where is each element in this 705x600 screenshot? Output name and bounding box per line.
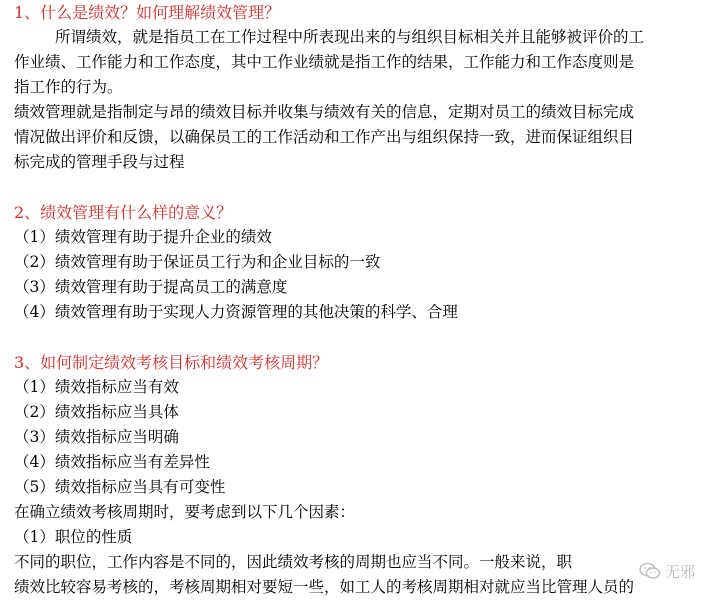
- paragraph-line: 绩效比较容易考核的，考核周期相对要短一些，如工人的考核周期相对就应当比管理人员的: [14, 578, 635, 596]
- paragraph-line: 指工作的行为。: [14, 78, 123, 96]
- paragraph-line: 标完成的管理手段与过程: [14, 153, 185, 171]
- paragraph-line: 不同的职位，工作内容是不同的，因此绩效考核的周期也应当不同。一般来说，职: [14, 553, 573, 571]
- list-item: （2）绩效指标应当具体: [14, 403, 179, 421]
- paragraph-line: 所谓绩效，就是指员工在工作过程中所表现出来的与组织目标相关并且能够被评价的工: [55, 28, 645, 46]
- section-1-heading: 1、什么是绩效？如何理解绩效管理？: [14, 3, 281, 22]
- spacer: [14, 175, 694, 200]
- list-item: （3）绩效管理有助于提高员工的满意度: [14, 278, 288, 296]
- paragraph-line: 情况做出评价和反馈，以确保员工的工作活动和工作产出与组织保持一致，进而保证组织目: [14, 128, 635, 146]
- list-item: （4）绩效管理有助于实现人力资源管理的其他决策的科学、合理: [14, 303, 458, 321]
- factor-item: （1）职位的性质: [14, 528, 133, 546]
- list-item: （5）绩效指标应当具有可变性: [14, 478, 226, 496]
- wechat-logo-icon: [639, 562, 661, 580]
- list-item: （1）绩效指标应当有效: [14, 378, 179, 396]
- section-3-heading: 3、如何制定绩效考核目标和绩效考核周期？: [14, 353, 329, 372]
- list-item: （2）绩效管理有助于保证员工行为和企业目标的一致: [14, 253, 381, 271]
- watermark: [639, 559, 695, 583]
- paragraph-line: 绩效管理就是指制定与昂的绩效目标并收集与绩效有关的信息，定期对员工的绩效目标完成: [14, 103, 635, 121]
- spacer: [14, 325, 694, 350]
- watermark-text: 无邪: [664, 562, 695, 581]
- factor-intro: 在确立绩效考核周期时，要考虑到以下几个因素：: [14, 503, 356, 521]
- section-2-heading: 2、绩效管理有什么样的意义？: [14, 203, 233, 222]
- list-item: （3）绩效指标应当明确: [14, 428, 179, 446]
- list-item: （4）绩效指标应当有差异性: [14, 453, 210, 471]
- document-body: [14, 0, 694, 600]
- paragraph-line: 作业绩、工作能力和工作态度，其中工作业绩就是指工作的结果，工作能力和工作态度则是: [14, 53, 635, 71]
- list-item: （1）绩效管理有助于提升企业的绩效: [14, 228, 272, 246]
